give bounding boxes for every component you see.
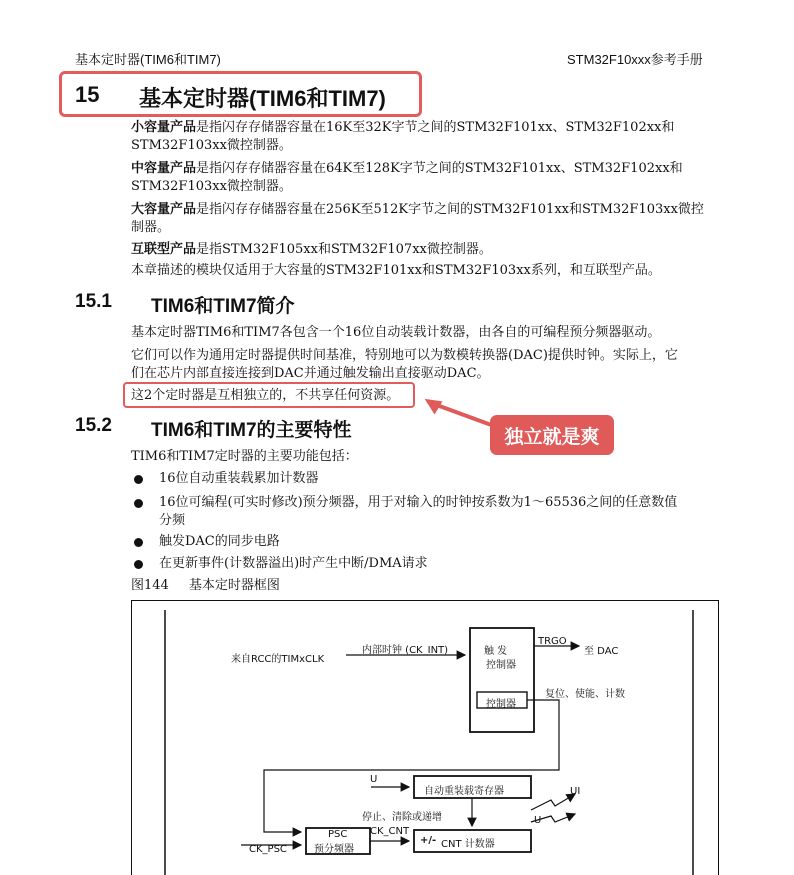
chapter-title: 基本定时器(TIM6和TIM7) <box>139 86 386 111</box>
feature-4: 在更新事件(计数器溢出)时产生中断/DMA请求 <box>159 556 428 571</box>
intro-medium-line1 <box>131 160 683 178</box>
intro-medium-line2: STM32F103xx微控制器。 <box>131 179 292 194</box>
section-15-2-title: TIM6和TIM7的主要特性 <box>151 420 352 441</box>
diagram-ui: UI <box>570 786 581 797</box>
bullet-2 <box>134 499 143 508</box>
diagram-stop-label: 停止、清除或递增 <box>362 812 442 823</box>
callout-arrow <box>420 396 500 436</box>
diagram-int-clk: 内部时钟 (CK_INT) <box>362 645 449 656</box>
feature-2b: 分频 <box>159 513 186 528</box>
diagram-cnt-pm: +/- <box>420 835 437 846</box>
feature-3: 触发DAC的同步电路 <box>159 534 280 549</box>
figure-caption <box>131 577 280 595</box>
intro-large-line1 <box>131 201 704 219</box>
bullet-3 <box>134 538 143 547</box>
bullet-1 <box>134 475 143 484</box>
diagram-to-dac: 至 DAC <box>584 646 619 657</box>
chapter-number: 15 <box>75 82 100 107</box>
diagram-trigger-l1: 触 发 <box>484 646 508 657</box>
intro-small-line1 <box>131 119 674 137</box>
bullet-4 <box>134 560 143 569</box>
s1-paragraph-1: 基本定时器TIM6和TIM7各包含一个16位自动装载计数器，由各自的可编程预分频器驱动。 <box>131 325 661 340</box>
diagram-clk-source: 来自RCC的TIMxCLK <box>231 654 325 665</box>
intro-large-line2: 制器。 <box>131 220 171 235</box>
feature-2a: 16位可编程(可实时修改)预分频器，用于对输入的时钟按系数为1～65536之间的任意数值 <box>159 495 678 510</box>
term-medium: 中容量产品 <box>131 161 197 176</box>
term-small: 小容量产品 <box>131 120 197 135</box>
figure-title: 基本定时器框图 <box>188 578 280 593</box>
intro-connectivity <box>131 241 492 259</box>
term-connectivity: 互联型产品 <box>131 242 197 257</box>
diagram-trgo: TRGO <box>538 636 567 647</box>
diagram-arr: 自动重装载寄存器 <box>424 786 504 797</box>
diagram-trigger-l2: 控制器 <box>486 660 516 671</box>
term-large: 大容量产品 <box>131 202 197 217</box>
intro-connectivity-text: 是指STM32F105xx和STM32F107xx微控制器。 <box>196 242 492 257</box>
intro-small-line2: STM32F103xx微控制器。 <box>131 138 292 153</box>
callout-label: 独立就是爽 <box>490 415 614 455</box>
s2-lead: TIM6和TIM7定时器的主要功能包括： <box>131 449 358 464</box>
diagram-ck-cnt: CK_CNT <box>370 826 410 837</box>
intro-small-text: 是指闪存存储器容量在16K至32K字节之间的STM32F101xx、STM32F102xx和 <box>196 120 675 135</box>
intro-scope: 本章描述的模块仅适用于大容量的STM32F101xx和STM32F103xx系列，和互联型产品。 <box>131 263 661 278</box>
diagram-ck-psc: CK_PSC <box>249 844 287 855</box>
section-15-1-title: TIM6和TIM7简介 <box>151 296 295 317</box>
feature-1: 16位自动重装载累加计数器 <box>159 471 319 486</box>
diagram-psc-l1: PSC <box>328 829 348 840</box>
header-left: 基本定时器(TIM6和TIM7) <box>75 52 221 67</box>
header-right: STM32F10xxx参考手册 <box>567 52 703 67</box>
intro-large-text: 是指闪存存储器容量在256K至512K字节之间的STM32F101xx和STM32F103xx微控 <box>196 202 704 217</box>
diagram-u-top: U <box>370 774 378 785</box>
diagram-u-mid: U <box>534 815 542 826</box>
s1-paragraph-2a: 它们可以作为通用定时器提供时间基准，特别地可以为数模转换器(DAC)提供时钟。实际上，它 <box>131 348 678 363</box>
s1-paragraph-2b: 们在芯片内部直接连接到DAC并通过触发输出直接驱动DAC。 <box>131 366 490 381</box>
diagram-psc-l2: 预分频器 <box>314 844 354 855</box>
s1-paragraph-3: 这2个定时器是互相独立的，不共享任何资源。 <box>131 388 400 403</box>
diagram-controller: 控制器 <box>486 699 516 710</box>
figure-number: 图144 <box>131 578 169 593</box>
diagram-reset-label: 复位、使能、计数 <box>545 689 625 700</box>
intro-medium-text: 是指闪存存储器容量在64K至128K字节之间的STM32F101xx、STM32F102xx和 <box>196 161 683 176</box>
section-15-1-number: 15.1 <box>75 291 112 312</box>
diagram-cnt: CNT 计数器 <box>441 839 495 850</box>
section-15-2-number: 15.2 <box>75 415 112 436</box>
